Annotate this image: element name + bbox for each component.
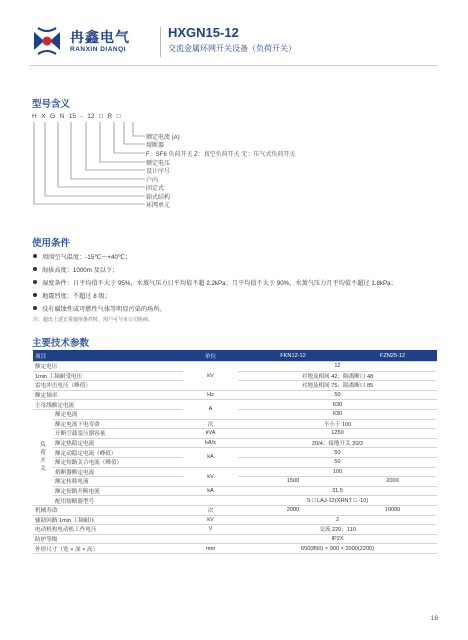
code-char: G: [50, 113, 56, 120]
row-value: 12: [238, 362, 437, 372]
row-unit: [183, 496, 238, 506]
brand-name-en: RANXIN DIANQI: [70, 46, 126, 53]
row-item: 雷电冲击电压（峰值）: [33, 381, 183, 391]
row-unit: 次: [183, 505, 238, 515]
row-value: 31.5: [238, 486, 437, 496]
table-row: [33, 525, 437, 535]
table-row: [33, 486, 437, 496]
row-item: 机械寿命: [33, 505, 183, 515]
condition-item: 周围空气温度：-15℃～+40℃；: [33, 252, 131, 261]
bullet-icon: [33, 306, 37, 310]
row-value: 100: [238, 467, 437, 477]
explanation-line: 固定式: [146, 186, 165, 192]
row-unit: kV: [183, 467, 238, 486]
row-value: 630: [238, 400, 437, 410]
group-label-load-switch: 负荷开关: [33, 409, 53, 505]
row-unit: V: [183, 525, 238, 535]
row-value-fkn: 1500: [238, 477, 348, 487]
condition-item: 海拔高度：1000m 及以下；: [33, 265, 118, 274]
table-header-row: [33, 350, 437, 362]
row-item: 额定转移电流: [53, 477, 183, 487]
table-row: [33, 390, 437, 400]
table-row: [33, 400, 437, 410]
row-item: 开断空载变压器容量: [53, 429, 183, 439]
row-item: 额定热稳定电流: [53, 438, 183, 448]
condition-item: 地震烈度：不超过 8 级；: [33, 291, 111, 300]
row-value: 20/4；接地开关 20/2: [238, 438, 437, 448]
company-logo-icon: [30, 24, 64, 58]
row-item: 额定动稳定电流（峰值）: [53, 448, 183, 458]
page-number: 16: [430, 615, 438, 622]
row-item: 额定电压: [33, 362, 183, 372]
section-title-model-meaning: 型号含义: [32, 99, 71, 110]
code-char: -: [80, 113, 83, 120]
explanation-line: 环网单元: [146, 203, 171, 209]
row-item: 电动机构电动机工作电压: [33, 525, 183, 535]
row-unit: mm: [183, 544, 238, 554]
section-title-conditions: 使用条件: [32, 238, 71, 249]
row-unit: kV: [183, 515, 238, 525]
condition-item: 湿度条件：日平均值不大于 95%，水蒸气压力日平均值不超 2.2kPa；月平均值不大于 90%，水蒸气压力月平均值不超过 1.8kPa；: [33, 278, 397, 287]
page-header: [30, 22, 438, 78]
row-unit: A: [183, 400, 238, 419]
row-value: 对地及相间 42；隔离断口 48: [238, 371, 437, 381]
row-value: 630: [238, 409, 437, 419]
model-code: [32, 113, 125, 120]
spec-table: [33, 350, 437, 554]
bullet-icon: [33, 280, 37, 284]
row-item: 辅助回路 1min 工频耐压: [33, 515, 183, 525]
row-item: 配用熔断器型号: [53, 496, 183, 506]
col-header-item: 项目: [33, 350, 183, 362]
explanation-line: 熔断器: [146, 143, 165, 149]
row-value: 2: [238, 515, 437, 525]
bullet-icon: [33, 254, 37, 258]
row-item: 1min 工频耐受电压: [33, 371, 183, 381]
row-value-fzn: 2000: [348, 477, 437, 487]
row-value: 50: [238, 457, 437, 467]
code-char: N: [59, 113, 65, 120]
table-row: [33, 496, 437, 506]
code-char: X: [41, 113, 46, 120]
row-unit: kV: [183, 362, 238, 391]
row-value: IP2X: [238, 534, 437, 544]
code-char: H: [32, 113, 37, 120]
col-header-unit: 单位: [183, 350, 238, 362]
code-char: 15: [68, 113, 77, 120]
row-value: 50: [238, 390, 437, 400]
header-rule: [30, 65, 438, 66]
row-item: 外形尺寸（宽 × 深 × 高）: [33, 544, 183, 554]
table-row: [33, 534, 437, 544]
explanation-line: F：SF6 负荷开关 Z：真空负荷开关 无：压气式负荷开关: [146, 152, 296, 158]
table-row: [33, 515, 437, 525]
table-row: [33, 505, 437, 515]
explanation-line: 箱式结构: [146, 195, 171, 201]
code-char: 12: [87, 113, 95, 120]
row-unit: kA: [183, 448, 238, 467]
condition-item: 没有腐蚀性或可燃性气体等明显污染的场所。: [33, 304, 166, 313]
row-item: 熔断器额定电流: [53, 467, 183, 477]
row-value-fkn: 2000: [238, 505, 348, 515]
header-divider: [160, 27, 161, 57]
explanation-line: 额定电压: [146, 161, 171, 167]
row-value: S □ LAJ-12(XRNT □ -10): [238, 496, 437, 506]
product-subtitle: 交流金属环网开关设备（负荷开关）: [168, 44, 296, 53]
table-row: [33, 362, 437, 372]
row-unit: kVA: [183, 429, 238, 439]
section-title-params: 主要技术参数: [32, 338, 90, 349]
row-item: 防护等级: [33, 534, 183, 544]
row-value: 650(850) × 900 × 2000(2200): [238, 544, 437, 554]
row-value: 不小于 100: [238, 419, 437, 429]
table-row: [33, 429, 437, 439]
code-char: □: [98, 113, 103, 120]
row-value: 对地及相间 75；隔离断口 85: [238, 381, 437, 391]
col-header-fzn: FZN25-12: [348, 350, 437, 362]
code-char: R: [107, 113, 113, 120]
row-item: 额定频率: [33, 390, 183, 400]
row-item: 主母线额定电流: [33, 400, 183, 410]
row-unit: [183, 534, 238, 544]
table-row: [33, 419, 437, 429]
row-unit: kA/s: [183, 438, 238, 448]
explanation-line: 户内: [146, 178, 159, 184]
product-model: HXGN15-12: [168, 25, 239, 40]
row-item: 额定电流下电寿命: [53, 419, 183, 429]
row-value: 交流 220；110: [238, 525, 437, 535]
row-item: 额定短路关合电流（峰值）: [53, 457, 183, 467]
bullet-icon: [33, 293, 37, 297]
explanation-line: 额定电流 (A): [146, 135, 180, 141]
bullet-icon: [33, 267, 37, 271]
row-value: 50: [238, 448, 437, 458]
conditions-note: 注：超出上述正常使用条件时，用户可与本公司协商。: [33, 317, 154, 323]
code-char: □: [116, 113, 121, 120]
table-row: [33, 438, 437, 448]
col-header-fkn: FKN12-12: [238, 350, 348, 362]
model-code-bracket-lines: [32, 122, 152, 222]
brand-name-cn: 冉鑫电气: [70, 29, 130, 45]
table-row: [33, 544, 437, 554]
row-item: 额定短路开断电流: [53, 486, 183, 496]
row-unit: kA: [183, 486, 238, 496]
row-unit: 次: [183, 419, 238, 429]
table-row: [33, 467, 437, 477]
row-unit: Hz: [183, 390, 238, 400]
explanation-line: 设计序号: [146, 169, 171, 175]
table-row: [33, 448, 437, 458]
row-item: 额定电流: [53, 409, 183, 419]
row-value: 1250: [238, 429, 437, 439]
row-value-fzn: 10000: [348, 505, 437, 515]
